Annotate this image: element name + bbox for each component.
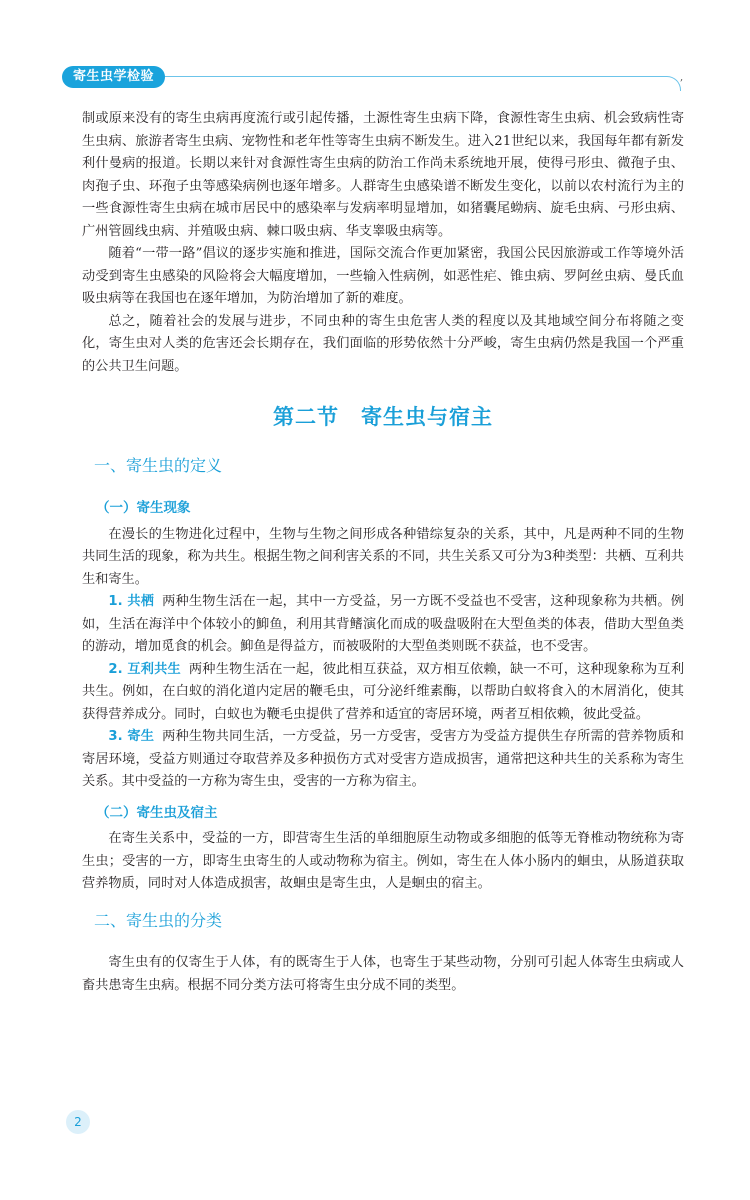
heading-definition: 一、寄生虫的定义 bbox=[94, 455, 223, 475]
item-parasitism bbox=[82, 726, 684, 794]
term-commensalism: 1. 共栖 bbox=[108, 594, 155, 609]
header-mark: , bbox=[680, 72, 684, 83]
page-content bbox=[82, 108, 684, 997]
item-commensalism bbox=[82, 591, 684, 659]
parasitism-intro: 在漫长的生物进化过程中，生物与生物之间形成各种错综复杂的关系，其中，凡是两种不同的生物共同生活的现象，称为共生。根据生物之间利害关系的不同，共生关系又可分为3种类型：共栖、互利共生和寄生。 bbox=[82, 526, 684, 587]
text-parasitism: 两种生物共同生活，一方受益，另一方受害，受害方为受益方提供生存所需的营养物质和寄居环境，受益方则通过夺取营养及多种损伤方式对受害方造成损害，通常把这种共生的关系称为寄生关系。其中受益的一方称为寄生虫，受害的一方称为宿主。 bbox=[82, 729, 684, 789]
term-parasitism: 3. 寄生 bbox=[108, 729, 155, 744]
intro-paragraph-3: 总之，随着社会的发展与进步，不同虫种的寄生虫危害人类的程度以及其地域空间分布将随之变化，寄生虫对人类的危害还会长期存在，我们面临的形势依然十分严峻，寄生虫病仍然是我国一个严重的公共卫生问题。 bbox=[82, 313, 684, 374]
text-mutualism: 两种生物生活在一起，彼此相互获益，双方相互依赖，缺一不可，这种现象称为互利共生。例如，在白蚁的消化道内定居的鞭毛虫，可分泌纤维素酶，以帮助白蚁将食入的木屑消化，使其获得营养成分。同时，白蚁也为鞭毛虫提供了营养和适宜的寄居环境，两者互相依赖，彼此受益。 bbox=[82, 661, 685, 722]
section-title: 第二节 寄生虫与宿主 bbox=[273, 404, 493, 429]
parasite-host-paragraph: 在寄生关系中，受益的一方，即营寄生生活的单细胞原生动物或多细胞的低等无脊椎动物统称为寄生虫；受害的一方，即寄生虫寄生的人或动物称为宿主。例如，寄生在人体小肠内的蛔虫，从肠道获取营养物质，同时对人体造成损害，故蛔虫是寄生虫，人是蛔虫的宿主。 bbox=[82, 831, 684, 891]
page-number: 2 bbox=[66, 1110, 90, 1134]
header-rule bbox=[140, 76, 681, 91]
text-commensalism: 两种生物生活在一起，其中一方受益，另一方既不受益也不受害，这种现象称为共栖。例如，生活在海洋中个体较小的鮣鱼，利用其背鳍演化而成的吸盘吸附在大型鱼类的体表，借助大型鱼类的游动，增加觅食的机会。鮣鱼是得益方，而被吸附的大型鱼类则既不获益，也不受害。 bbox=[82, 594, 684, 654]
item-mutualism bbox=[82, 659, 684, 727]
classification-paragraph: 寄生虫有的仅寄生于人体，有的既寄生于人体，也寄生于某些动物，分别可引起人体寄生虫病或人畜共患寄生虫病。根据不同分类方法可将寄生虫分成不同的类型。 bbox=[82, 955, 684, 993]
intro-paragraph-2: 随着“一带一路”倡议的逐步实施和推进，国际交流合作更加紧密，我国公民因旅游或工作等境外活动受到寄生虫感染的风险将会大幅度增加，一些输入性病例，如恶性疟、锥虫病、罗阿丝虫病、曼氏血吸虫病等在我国也在逐年增加，为防治增加了新的难度。 bbox=[82, 246, 684, 306]
term-mutualism: 2. 互利共生 bbox=[108, 661, 181, 677]
heading-classification: 二、寄生虫的分类 bbox=[94, 910, 223, 930]
subheading-parasitism: （一）寄生现象 bbox=[96, 500, 191, 516]
intro-paragraph-1: 制或原来没有的寄生虫病再度流行或引起传播，土源性寄生虫病下降，食源性寄生虫病、机会致病性寄生虫病、旅游者寄生虫病、宠物性和老年性等寄生虫病不断发生。进入21世纪以来，我国每年都有新发利什曼病的报道。长期以来针对食源性寄生虫病的防治工作尚未系统地开展，使得弓形虫、微孢子虫、肉孢子虫、环孢子虫等感染病例也逐年增多。人群寄生虫感染谱不断发生变化，以前以农村流行为主的一些食源性寄生虫病在城市居民中的感染率与发病率明显增加，如猪囊尾蚴病、旋毛虫病、弓形虫病、广州管圆线虫病、并殖吸虫病、棘口吸虫病、华支睾吸虫病等。 bbox=[82, 111, 684, 239]
header-tab: 寄生虫学检验 bbox=[62, 66, 165, 88]
subheading-parasite-host: （二）寄生虫及宿主 bbox=[96, 804, 218, 821]
